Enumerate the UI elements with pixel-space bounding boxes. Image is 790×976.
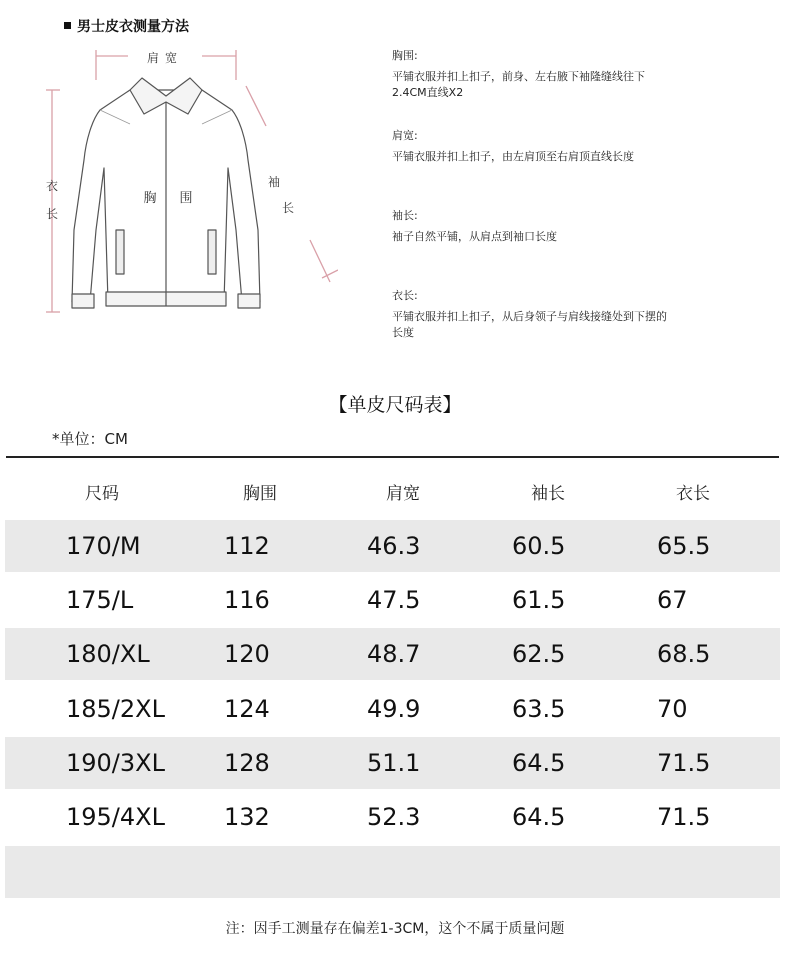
column-header: 胸围 (243, 483, 277, 504)
table-cell: 71.5 (657, 749, 711, 777)
table-row (5, 628, 780, 680)
note-text: 平铺衣服并扣上扣子，由左肩顶至右肩顶直线长度 (392, 150, 634, 163)
chest-label-1: 胸 (143, 191, 157, 206)
note-chest (392, 48, 752, 101)
measurement-heading-text: 男士皮衣测量方法 (77, 19, 189, 35)
table-cell: 49.9 (367, 695, 421, 723)
table-cell: 60.5 (512, 532, 566, 560)
table-row (5, 791, 780, 843)
column-header: 袖长 (531, 483, 565, 504)
note-title: 袖长: (392, 209, 418, 222)
table-cell: 46.3 (367, 532, 421, 560)
table-cell: 61.5 (512, 586, 566, 614)
note-length (392, 288, 752, 341)
note-text: 平铺衣服并扣上扣子，前身、左右腋下袖隆缝线往下 2.4CM直线X2 (392, 70, 645, 99)
table-cell: 175/L (66, 586, 134, 614)
length-label-2: 长 (45, 207, 59, 221)
chest-label-2: 围 (179, 191, 193, 206)
table-cell: 190/3XL (66, 749, 165, 777)
table-cell: 195/4XL (66, 803, 165, 831)
table-row (5, 520, 780, 572)
note-sleeve (392, 208, 752, 245)
shoulder-label: 肩宽 (146, 51, 184, 65)
column-header: 肩宽 (386, 483, 420, 504)
table-cell: 48.7 (367, 640, 421, 668)
table-cell: 65.5 (657, 532, 711, 560)
column-header: 衣长 (676, 483, 710, 504)
table-cell: 52.3 (367, 803, 421, 831)
square-bullet-icon (64, 22, 71, 29)
table-cell: 47.5 (367, 586, 421, 614)
note-title: 衣长: (392, 289, 418, 302)
table-cell: 70 (657, 695, 688, 723)
table-cell: 68.5 (657, 640, 711, 668)
table-top-rule (6, 456, 779, 458)
table-cell: 64.5 (512, 803, 566, 831)
length-label-1: 衣 (45, 179, 59, 193)
note-shoulder (392, 128, 752, 165)
column-header: 尺码 (85, 483, 119, 504)
table-cell: 112 (224, 532, 270, 560)
table-cell: 63.5 (512, 695, 566, 723)
table-cell: 116 (224, 586, 270, 614)
measurement-heading (64, 16, 189, 36)
note-text: 平铺衣服并扣上扣子，从后身领子与肩线接缝处到下摆的 长度 (392, 310, 667, 339)
table-cell: 71.5 (657, 803, 711, 831)
table-row (5, 683, 780, 735)
jacket-outline (72, 78, 260, 308)
table-row (5, 737, 780, 789)
table-cell: 180/XL (66, 640, 150, 668)
table-cell: 64.5 (512, 749, 566, 777)
table-cell: 62.5 (512, 640, 566, 668)
table-row (5, 574, 780, 626)
jacket-diagram (38, 40, 338, 330)
table-cell: 51.1 (367, 749, 421, 777)
note-title: 胸围: (392, 49, 418, 62)
table-cell: 128 (224, 749, 270, 777)
table-cell: 185/2XL (66, 695, 165, 723)
table-cell: 67 (657, 586, 688, 614)
sleeve-label-1: 袖 (267, 175, 281, 189)
table-cell: 124 (224, 695, 270, 723)
table-cell: 170/M (66, 532, 141, 560)
table-header-row (5, 468, 780, 514)
empty-table-row (5, 846, 780, 898)
footnote: 注：因手工测量存在偏差1-3CM，这个不属于质量问题 (225, 921, 565, 937)
table-title: 【单皮尺码表】 (328, 394, 462, 416)
table-cell: 120 (224, 640, 270, 668)
sleeve-label-2: 长 (281, 201, 295, 215)
table-cell: 132 (224, 803, 270, 831)
note-title: 肩宽: (392, 129, 418, 142)
unit-label: *单位：CM (52, 430, 128, 448)
note-text: 袖子自然平铺，从肩点到袖口长度 (392, 230, 557, 243)
